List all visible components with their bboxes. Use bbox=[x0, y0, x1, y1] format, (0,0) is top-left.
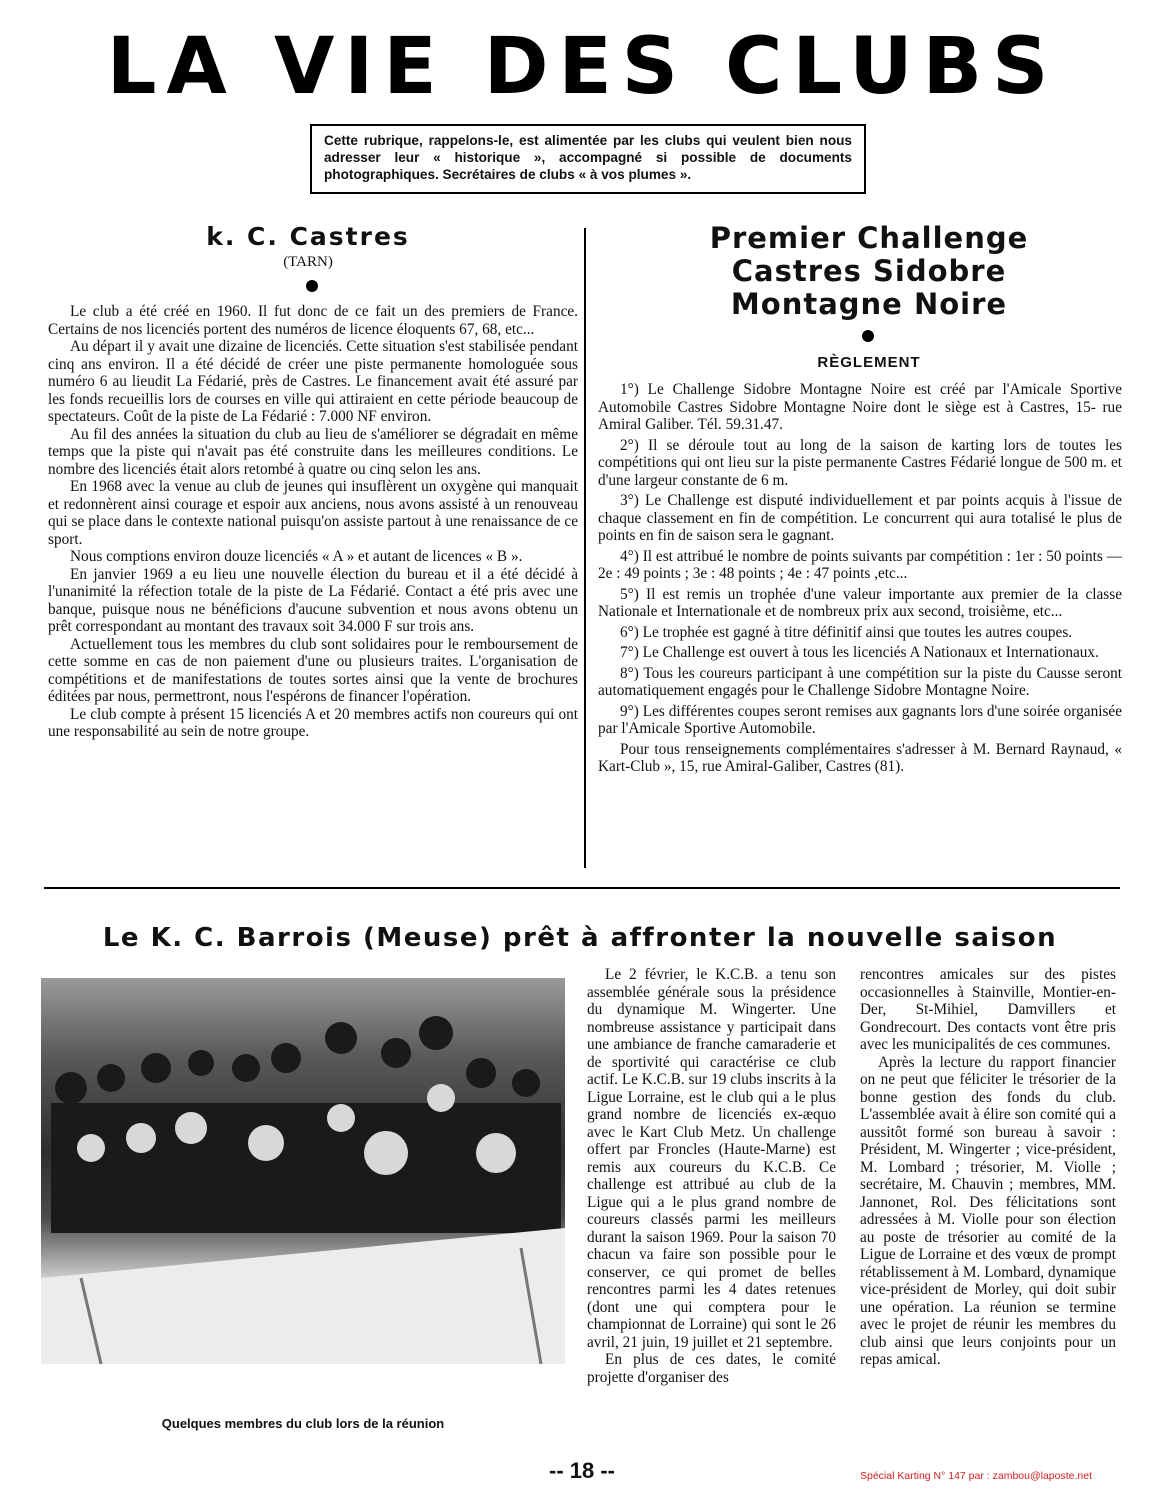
rule-item: 9°) Les différentes coupes seront remises aux gagnants lors d'une soirée organisée par l'Amicale Sportive Automobile. bbox=[598, 702, 1122, 737]
rule-item: 5°) Il est remis un trophée d'une valeur importante aux premier de la classe Nationale et Internationale et de nombreux prix aux second, troisième, etc... bbox=[598, 585, 1122, 620]
paragraph: En 1968 avec la venue au club de jeunes qui insuflèrent un oxygène qui manquait et redonnèrent ainsi courage et espoir aux anciens, nous avons assisté à un renouveau qui se place dans le contexte national puisqu'on assiste partout à une renaissance de ce sport. bbox=[48, 478, 578, 548]
paragraph: Le 2 février, le K.C.B. a tenu son assemblée générale sous la présidence du dynamique M. Wingerter. Une nombreuse assistance y participait dans une ambiance de franche camaraderie et de sportivité qui caractérise ce club actif. Le K.C.B. sur 19 clubs inscrits à la Ligue Lorraine, est le club qui a le plus grand nombre de licenciés ex-æquo avec le Kart Club Metz. Un challenge offert par Froncles (Haute-Marne) est remis aux coureurs du K.C.B. Ce challenge est attribué au club de la Ligue qui a le plus grand nombre de coureurs classés parmi les meilleurs durant la saison 1969. Pour la saison 70 chacun va faire son possible pour le conserver, ce qui promet de belles rencontres parmi les 4 dates retenues (dont une qui comptera pour le championnat de Lorraine) qui sont le 26 avril, 21 juin, 19 juillet et 21 septembre. bbox=[587, 966, 836, 1351]
rule-item: 4°) Il est attribué le nombre de points suivants par compétition : 1er : 50 points — 2e : 49 points ; 3e : 48 points ; 4e : 47 points ,etc... bbox=[598, 547, 1122, 582]
paragraph: Le club compte à présent 15 licenciés A et 20 membres actifs non coureurs qui ont une responsabilité au sein de notre groupe. bbox=[48, 705, 578, 740]
title-line: Castres Sidobre bbox=[731, 254, 1007, 288]
masthead-title: LA VIE DES CLUBS bbox=[106, 22, 1059, 112]
paragraph: En janvier 1969 a eu lieu une nouvelle élection du bureau et il a été décidé à l'unanimité la réfection totale de la piste de La Fédarié. Contact a été pris avec une banque, puisque nous ne bénéficions d'aucune subvention et nous avons obtenu un prêt correspondant au montant des travaux soit 34.000 F sur trois ans. bbox=[48, 565, 578, 635]
rule-item: 2°) Il se déroule tout au long de la saison de karting lors de toutes les compétitions qui ont lieu sur la piste permanente Castres Fédarié longue de 500 m. et d'une largeur constante de 6 m. bbox=[598, 436, 1122, 489]
paragraph: En plus de ces dates, le comité projette d'organiser des bbox=[587, 1351, 836, 1386]
page-number: -- 18 -- bbox=[549, 1458, 615, 1483]
rule-item: 7°) Le Challenge est ouvert à tous les licenciés A Nationaux et Internationaux. bbox=[620, 644, 1099, 661]
title-line: Montagne Noire bbox=[730, 287, 1008, 321]
bullet-icon bbox=[306, 280, 318, 292]
rule-item: Pour tous renseignements complémentaires s'adresser à M. Bernard Raynaud, « Kart-Club », 15, rue Amiral-Galiber, Castres (81). bbox=[598, 740, 1122, 775]
castres-article-title: k. C. Castres bbox=[206, 222, 410, 251]
paragraph: Le club a été créé en 1960. Il fut donc de ce fait un des premiers de France. Certains de nos licenciés portent des numéros de licence éloquents 67, 68, etc... bbox=[48, 303, 578, 338]
barrois-article-title: Le K. C. Barrois (Meuse) prêt à affronter la nouvelle saison bbox=[102, 923, 1058, 953]
castres-article-body bbox=[48, 303, 578, 741]
section-divider bbox=[44, 887, 1120, 889]
footer-credit: Spécial Karting N° 147 par : zambou@laposte.net bbox=[860, 1470, 1092, 1482]
rule-item: 3°) Le Challenge est disputé individuellement et par points acquis à l'issue de chaque classement en fin de compétition. Le concurrent qui aura totalisé le plus de points en fin de saison sera le gagnant. bbox=[598, 492, 1122, 544]
reglement-heading: RÈGLEMENT bbox=[817, 354, 921, 371]
column-divider bbox=[584, 228, 586, 868]
rule-item: 8°) Tous les coureurs participant à une compétition sur la piste du Causse seront automatiquement engagés pour le Challenge Sidobre Montagne Noire. bbox=[598, 664, 1122, 699]
photo-caption: Quelques membres du club lors de la réunion bbox=[161, 1416, 445, 1431]
club-members-photo bbox=[41, 978, 565, 1364]
barrois-column-2 bbox=[860, 966, 1116, 1369]
rule-item: 6°) Le trophée est gagné à titre définitif ainsi que toutes les autres coupes. bbox=[620, 623, 1073, 641]
paragraph: Au fil des années la situation du club au lieu de s'améliorer se dégradait en même temps que la piste qui n'avait pas été construite dans les meilleures conditions. Le nombre des licenciés était alors retombé à quatre ou cinq selon les ans. bbox=[48, 425, 578, 478]
challenge-article-title bbox=[596, 222, 1142, 321]
intro-box bbox=[310, 124, 866, 194]
bullet-icon bbox=[862, 330, 874, 342]
paragraph: Au départ il y avait une dizaine de licenciés. Cette situation s'est stabilisée pendant cinq ans environ. Il a été décidé de créer une piste permanente homologuée sous numéro 6 au lieudit La Fédarié, près de Castres. Le financement avait été assuré par les fonds recueillis lors de courses en ville qui attiraient en cette période beaucoup de spectateurs. Coût de la piste de La Fédarié : 7.000 NF environ. bbox=[48, 338, 578, 425]
castres-article-subtitle: (TARN) bbox=[283, 254, 333, 270]
reglement-body bbox=[598, 381, 1122, 779]
paragraph: rencontres amicales sur des pistes occasionnelles à Stainville, Montier-en-Der, St-Mihiel, Damvillers et Gondrecourt. Des contacts vont être pris avec les municipalités de ces communes. bbox=[860, 966, 1116, 1053]
intro-text: Cette rubrique, rappelons-le, est alimentée par les clubs qui veulent bien nous adresser leur « historique », accompagné si possible de documents photographiques. Secrétaires de clubs « à vos plumes ». bbox=[324, 133, 852, 182]
title-line: Premier Challenge bbox=[709, 221, 1029, 255]
paragraph: Nous comptions environ douze licenciés « A » et autant de licences « B ». bbox=[70, 548, 523, 565]
paragraph: Après la lecture du rapport financier on ne peut que féliciter le trésorier de la bonne gestion des fonds du club. L'assemblée avait à élire son comité qui a aussitôt formé son bureau à savoir : Président, M. Wingerter ; vice-président, M. Lombard ; trésorier, M. Violle ; secrétaire, M. Chauvin ; membres, MM. Jannonet, Rol. Des félicitations sont adressées à M. Violle pour son élection au poste de trésorier au comité de la Ligue de Lorraine et des vœux de prompt rétablissement à M. Lombard, dynamique vice-président de Morley, qui doit subir une opération. La réunion se termine avec le projet de réunir les membres du club ainsi que leurs conjoints pour un repas amical. bbox=[860, 1053, 1116, 1368]
paragraph: Actuellement tous les membres du club sont solidaires pour le remboursement de cette somme en cas de non paiement d'une ou plusieurs traites. L'organisation de compétitions et de manifestations de toutes sortes ainsi que la vente de brochures éditées par nous, permettront, nous l'espérons de financer l'opération. bbox=[48, 635, 578, 705]
rule-item: 1°) Le Challenge Sidobre Montagne Noire est créé par l'Amicale Sportive Automobile Castres Sidobre Montagne Noire dont le siège est à Castres, 15- rue Amiral Galiber. Tél. 59.31.47. bbox=[598, 381, 1122, 433]
barrois-column-1 bbox=[587, 966, 836, 1386]
